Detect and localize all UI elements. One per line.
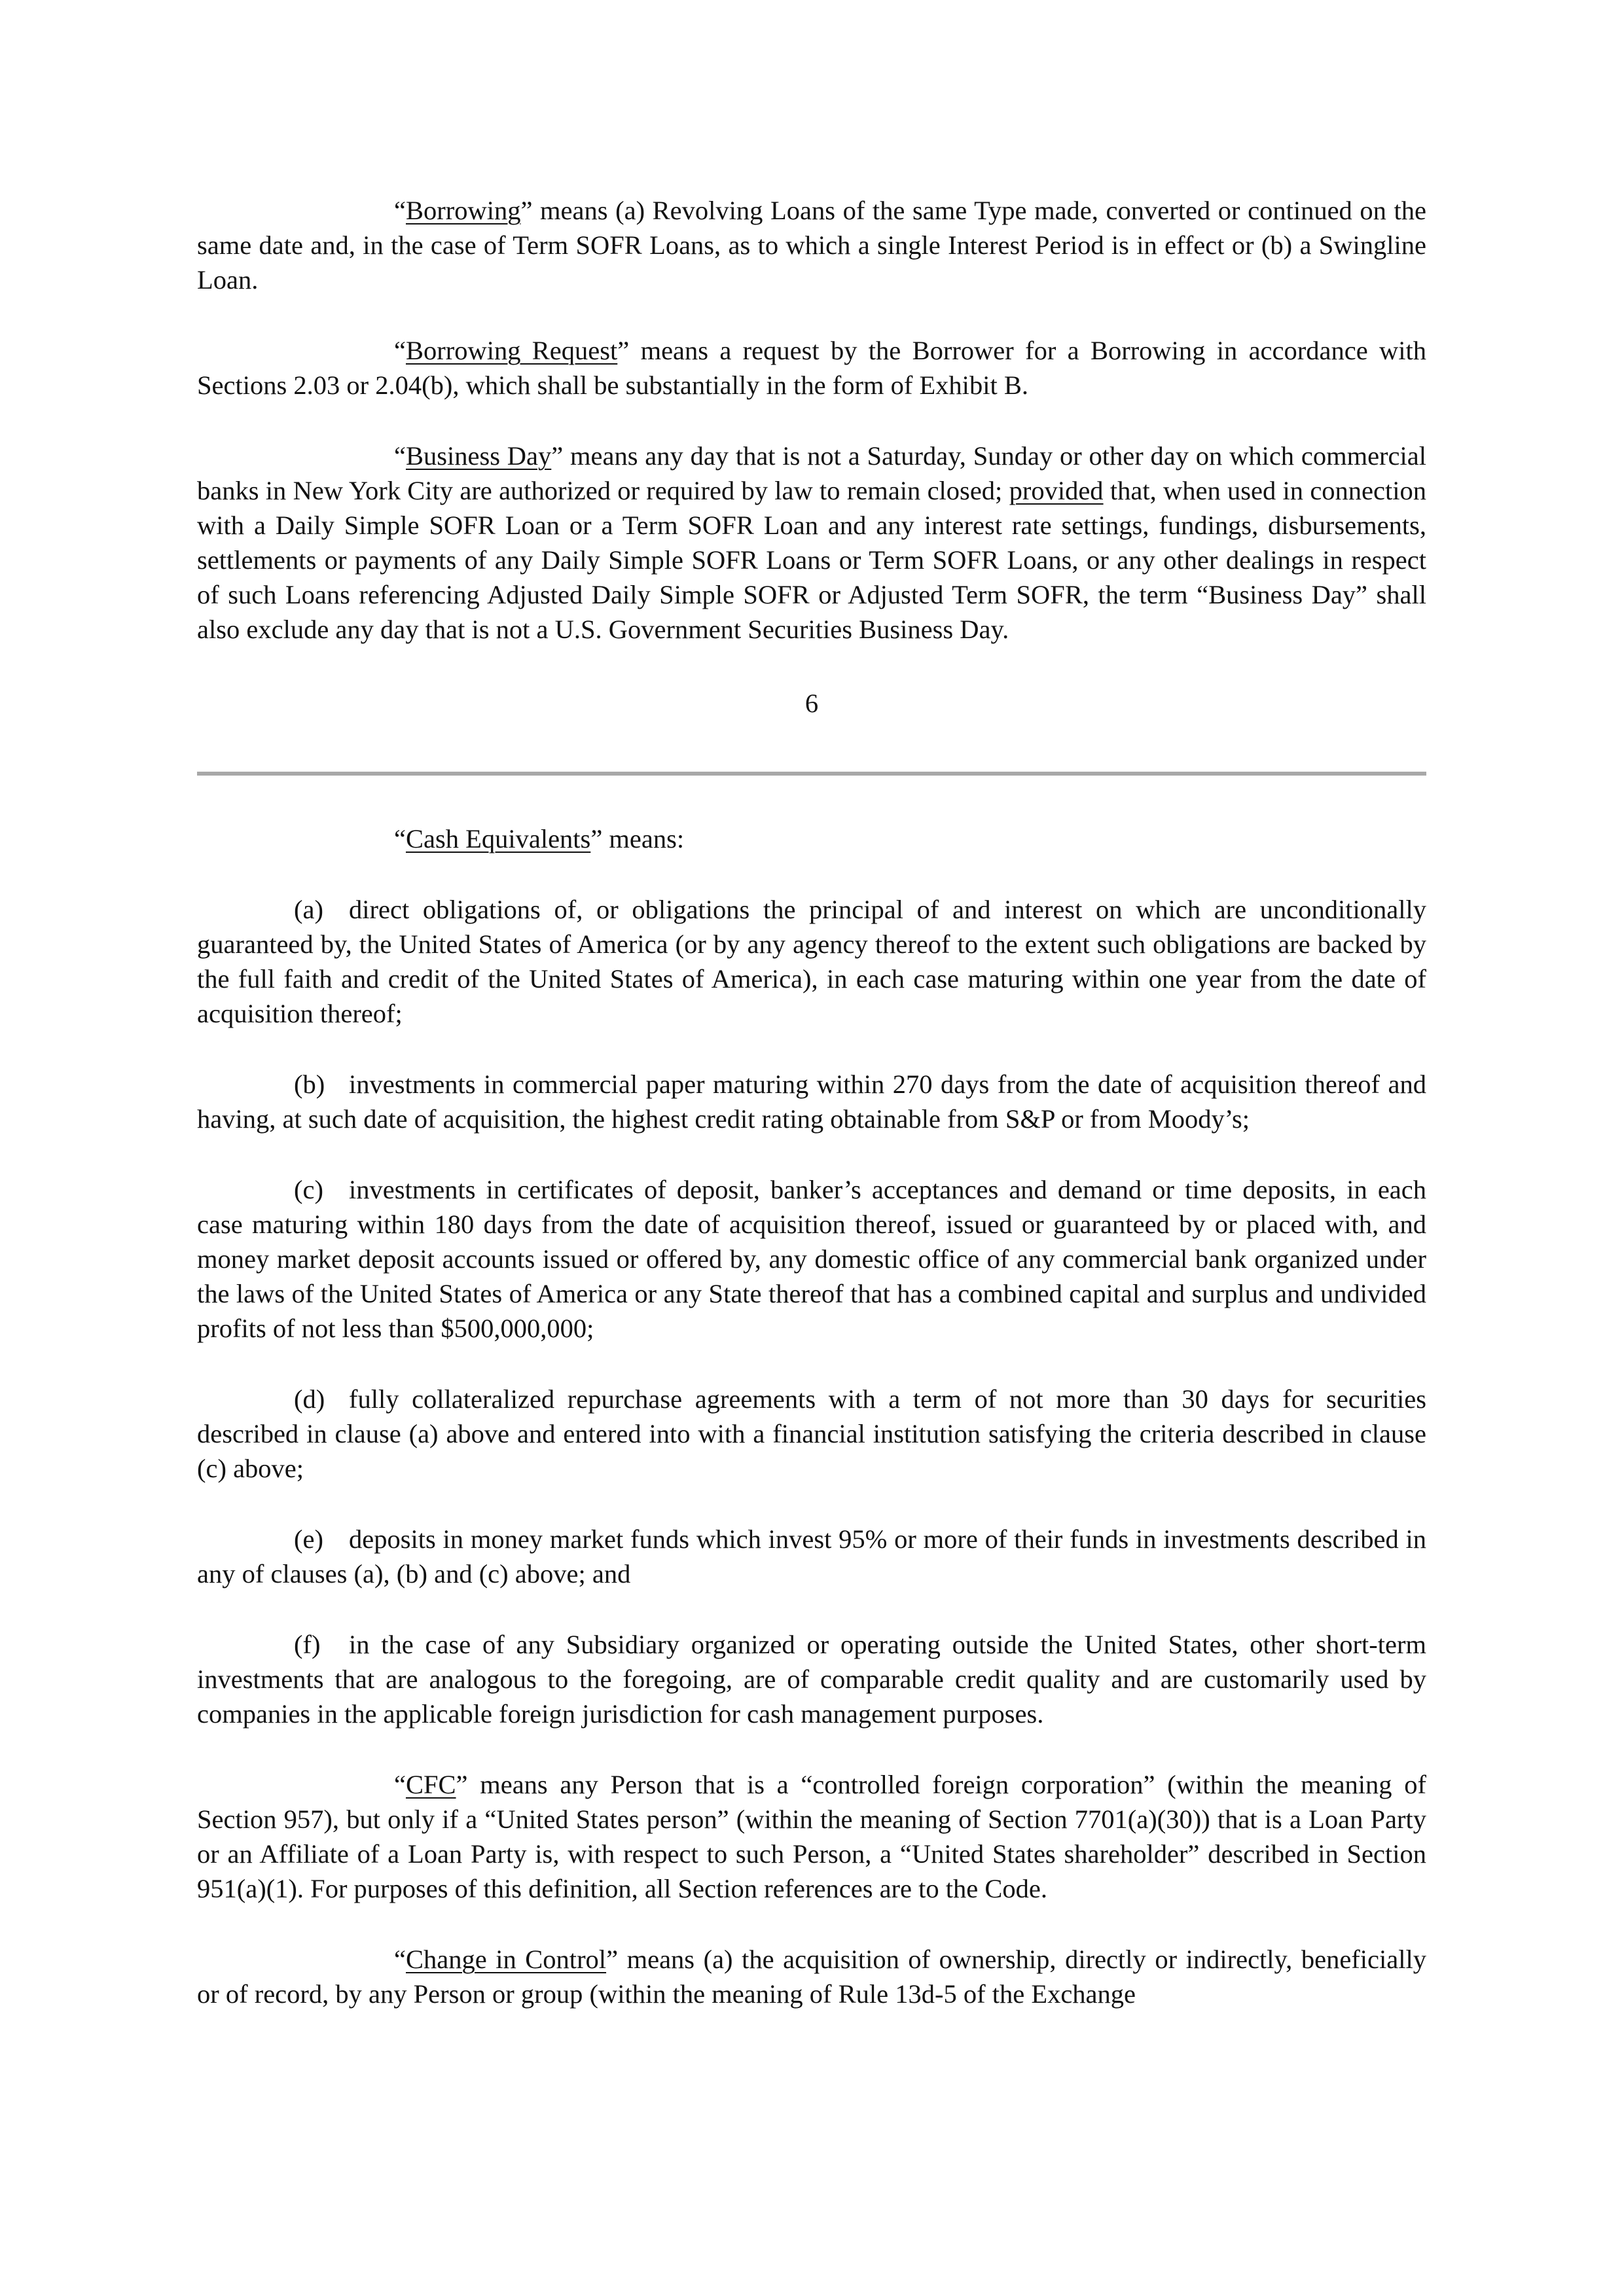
defined-term-cfc: CFC — [405, 1770, 456, 1799]
definition-business-day — [197, 439, 1426, 647]
list-item-f — [197, 1627, 1426, 1731]
list-item-label: (e) — [294, 1524, 323, 1554]
defined-term-cash-equivalents: Cash Equivalents — [405, 824, 591, 853]
page-number: 6 — [804, 689, 819, 718]
list-item-e — [197, 1522, 1426, 1591]
definition-cfc — [197, 1767, 1426, 1906]
list-item-text: in the case of any Subsidiary organized or operating outside the United States, other short-term investments that are analogous to the foregoing, are of comparable credit quality and are customarily used by companies in the applicable foreign jurisdiction for cash management purposes. — [197, 1630, 1426, 1729]
definition-text: ” means: — [590, 824, 685, 853]
list-item-label: (c) — [294, 1175, 323, 1204]
definition-cash-equivalents — [197, 821, 1426, 856]
definition-text: ” means any day that is not a Saturday, Sunday or other day on which commercial banks in New York City are authorized or required by law to remain closed; — [197, 441, 1426, 505]
list-item-label: (b) — [294, 1069, 325, 1099]
defined-term-borrowing-request: Borrowing Request — [405, 336, 618, 365]
definition-borrowing — [197, 193, 1426, 297]
list-item-label: (a) — [294, 895, 323, 924]
definition-text: ” means any Person that is a “controlled foreign corporation” (within the meaning of Section 957), but only if a “United States person” (within the meaning of Section 7701(a)(30)) that is a Loan Party or an Affiliate of a Loan Party is, with respect to such Person, a “United States shareholder” described in Section 951(a)(1). For purposes of this definition, all Section references are to the Code. — [197, 1770, 1426, 1903]
document-page — [197, 193, 1426, 2011]
definition-change-in-control — [197, 1942, 1426, 2011]
definition-text: that, when used in connection with a Daily Simple SOFR Loan or a Term SOFR Loan and any interest rate settings, fundings, disbursements, settlements or payments of any Daily Simple SOFR Loans or Term SOFR Loans, or any other dealings in respect of such Loans referencing Adjusted Daily Simple SOFR or Adjusted Term SOFR, the term “Business Day” shall also exclude any day that is not a U.S. Government Securities Business Day. — [197, 476, 1426, 644]
definition-borrowing-request — [197, 333, 1426, 403]
open-quote: “ — [394, 441, 406, 471]
defined-term-business-day: Business Day — [405, 441, 552, 471]
list-item-text: direct obligations of, or obligations the principal of and interest on which are unconditionally guaranteed by, the United States of America (or by any agency thereof to the extent such obligations are backed by the full faith and credit of the United States of America), in each case maturing within one year from the date of acquisition thereof; — [197, 895, 1426, 1028]
list-item-text: fully collateralized repurchase agreements with a term of not more than 30 days for securities described in clause (a) above and entered into with a financial institution satisfying the criteria described in clause (c) above; — [197, 1384, 1426, 1483]
list-item-label: (d) — [294, 1384, 325, 1414]
list-item-d — [197, 1382, 1426, 1486]
list-item-b — [197, 1067, 1426, 1136]
list-item-text: deposits in money market funds which invest 95% or more of their funds in investments described in any of clauses (a), (b) and (c) above; and — [197, 1524, 1426, 1588]
definition-text: ” means (a) the acquisition of ownership, directly or indirectly, beneficially or of record, by any Person or group (within the meaning of Rule 13d-5 of the Exchange — [197, 1945, 1426, 2009]
list-item-a — [197, 892, 1426, 1031]
open-quote: “ — [394, 1770, 406, 1799]
defined-term-change-in-control: Change in Control — [405, 1945, 607, 1974]
list-item-text: investments in commercial paper maturing within 270 days from the date of acquisition thereof and having, at such date of acquisition, the highest credit rating obtainable from S&P or from Moody’s; — [197, 1069, 1426, 1134]
open-quote: “ — [394, 824, 406, 853]
open-quote: “ — [394, 1945, 406, 1974]
definition-text: ” means a request by the Borrower for a Borrowing in accordance with Sections 2.03 or 2.04(b), which shall be substantially in the form of Exhibit B. — [197, 336, 1427, 400]
list-item-c — [197, 1172, 1426, 1346]
list-item-text: investments in certificates of deposit, banker’s acceptances and demand or time deposits, in each case maturing within 180 days from the date of acquisition thereof, issued or guaranteed by or placed with, and money market deposit accounts issued or offered by, any domestic office of any commercial bank organized under the laws of the United States of America or any State thereof that has a combined capital and surplus and undivided profits of not less than $500,000,000; — [197, 1175, 1426, 1343]
open-quote: “ — [394, 336, 406, 365]
provided-term: provided — [1009, 476, 1104, 505]
definition-text: ” means (a) Revolving Loans of the same Type made, converted or continued on the same date and, in the case of Term SOFR Loans, as to which a single Interest Period is in effect or (b) a Swingline Loan. — [197, 196, 1426, 295]
open-quote: “ — [394, 196, 406, 225]
list-item-label: (f) — [294, 1630, 321, 1659]
page-divider — [197, 772, 1426, 776]
defined-term-borrowing: Borrowing — [405, 196, 521, 225]
